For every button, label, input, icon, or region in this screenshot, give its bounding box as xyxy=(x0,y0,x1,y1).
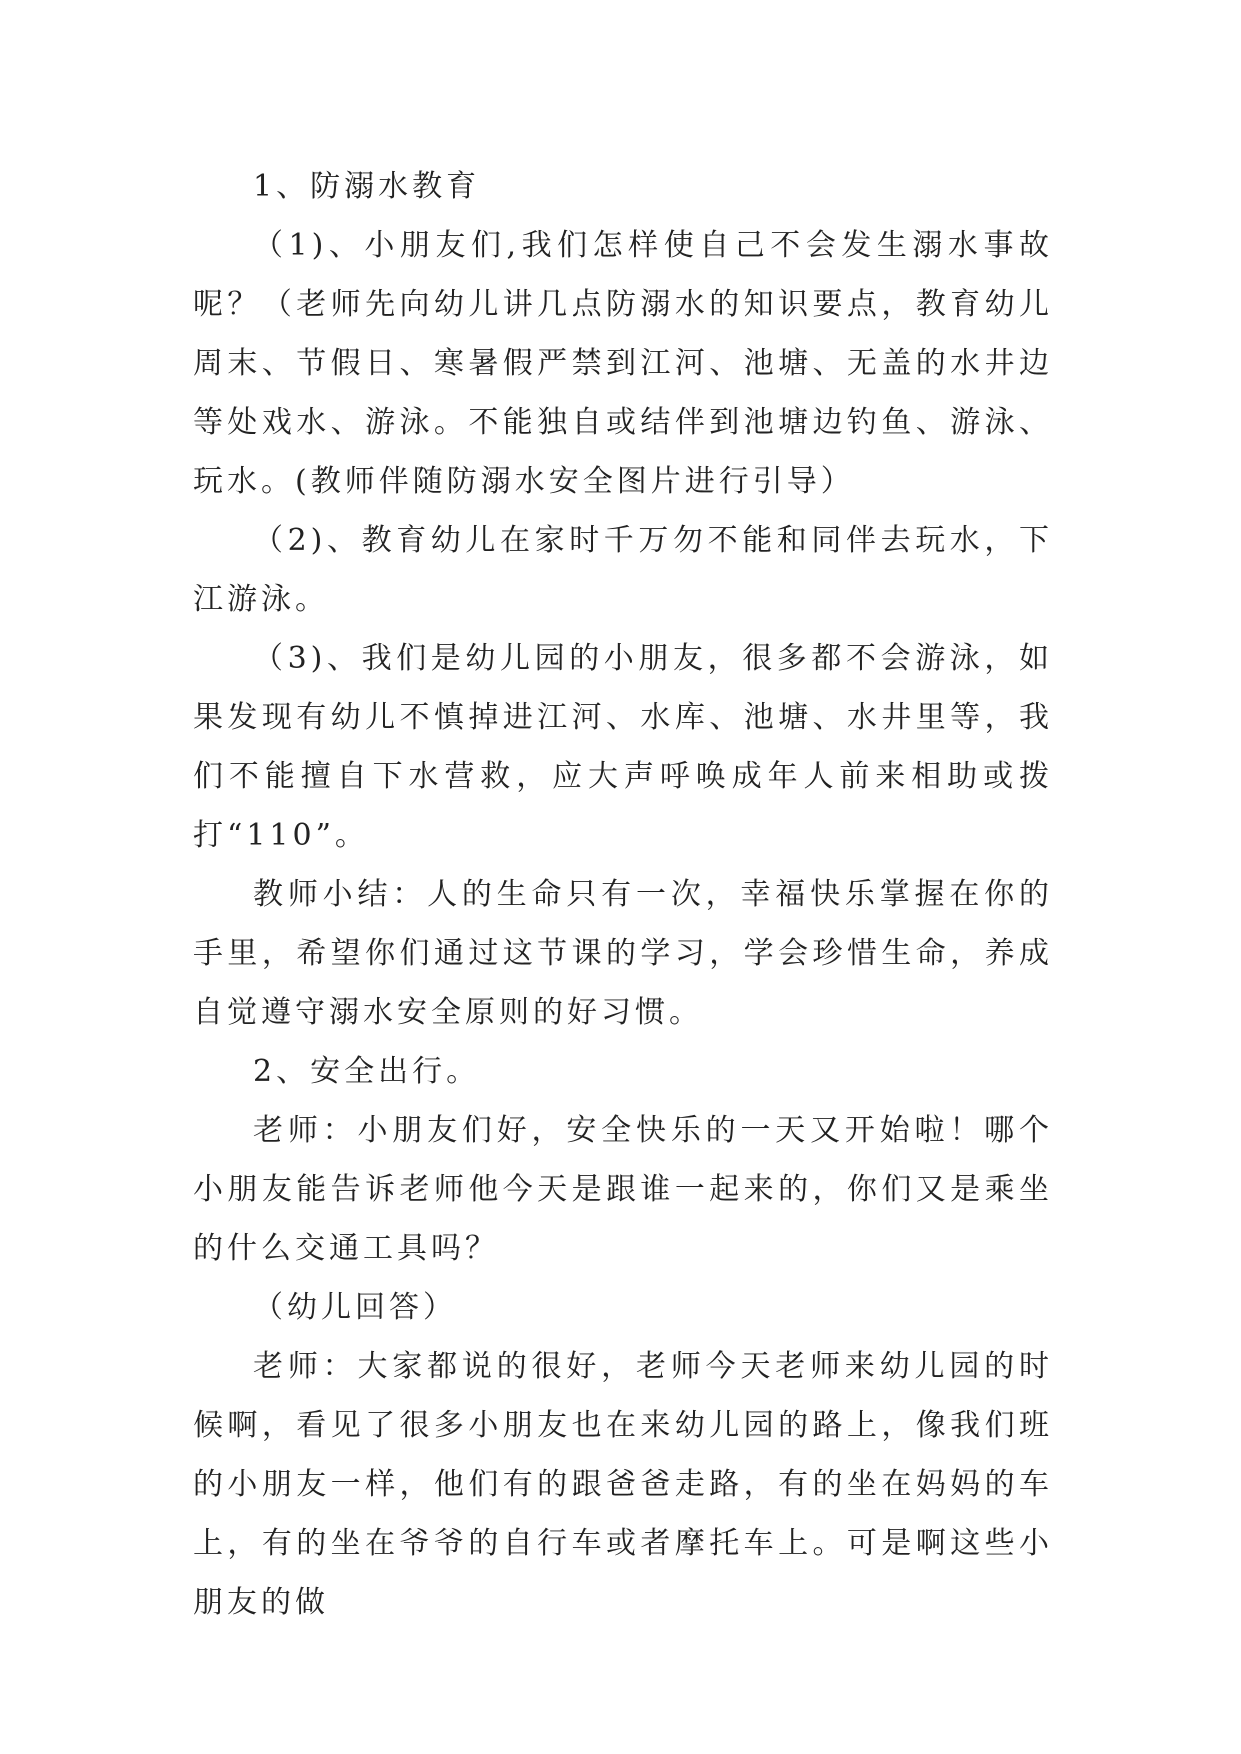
document-body xyxy=(193,157,1053,1632)
section-heading-travel: 2、安全出行。 xyxy=(253,1054,481,1089)
paragraph-point-3: （3)、我们是幼儿园的小朋友，很多都不会游泳，如果发现有幼儿不慎掉进江河、水库、池塘、水井里等，我们不能擅自下水营救，应大声呼唤成年人前来相助或拨打“110”。 xyxy=(193,641,1053,853)
section-heading-drowning: 1、防溺水教育 xyxy=(253,169,481,204)
paragraph-children-answer: （幼儿回答） xyxy=(253,1290,457,1325)
paragraph-point-1: （1)、小朋友们,我们怎样使自己不会发生溺水事故呢？（老师先向幼儿讲几点防溺水的知识要点，教育幼儿周末、节假日、寒暑假严禁到江河、池塘、无盖的水井边等处戏水、游泳。不能独自或结伴到池塘边钓鱼、游泳、玩水。(教师伴随防溺水安全图片进行引导） xyxy=(193,228,1053,499)
paragraph-teacher-greeting: 老师：小朋友们好，安全快乐的一天又开始啦！哪个小朋友能告诉老师他今天是跟谁一起来的，你们又是乘坐的什么交通工具吗？ xyxy=(193,1113,1053,1266)
paragraph-teacher-summary: 教师小结：人的生命只有一次，幸福快乐掌握在你的手里，希望你们通过这节课的学习，学会珍惜生命，养成自觉遵守溺水安全原则的好习惯。 xyxy=(193,877,1053,1030)
paragraph-teacher-story: 老师：大家都说的很好，老师今天老师来幼儿园的时候啊，看见了很多小朋友也在来幼儿园的路上，像我们班的小朋友一样，他们有的跟爸爸走路，有的坐在妈妈的车上，有的坐在爷爷的自行车或者摩托车上。可是啊这些小朋友的做 xyxy=(193,1349,1053,1620)
paragraph-point-2: （2)、教育幼儿在家时千万勿不能和同伴去玩水，下江游泳。 xyxy=(193,523,1053,617)
